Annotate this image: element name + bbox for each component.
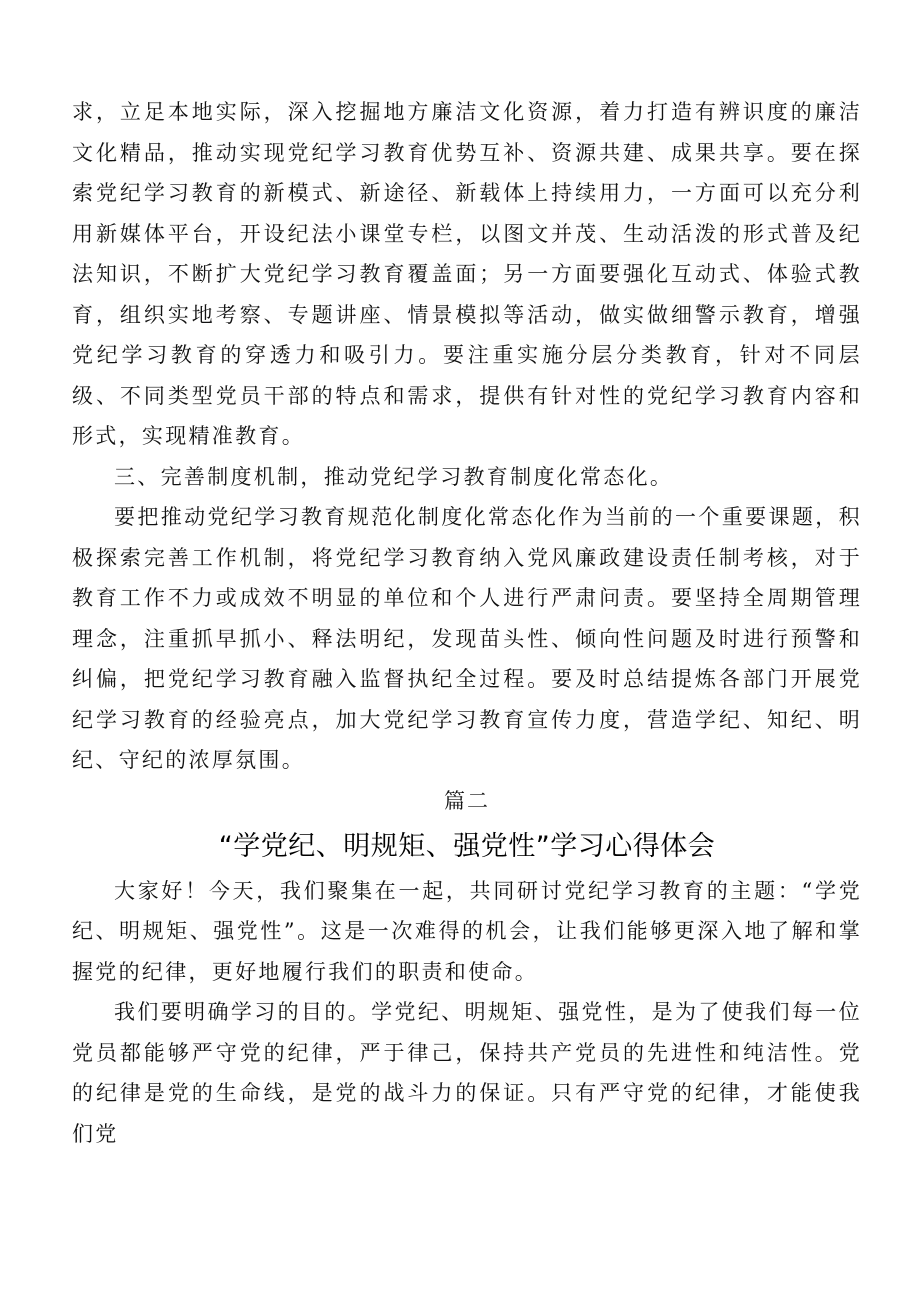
- intro-paragraph: 大家好！今天，我们聚集在一起，共同研讨党纪学习教育的主题：“学党纪、明规矩、强党性”。这是一次难得的机会，让我们能够更深入地了解和掌握党的纪律，更好地履行我们的职责和使命。: [72, 878, 862, 984]
- purpose-paragraph: 我们要明确学习的目的。学党纪、明规矩、强党性，是为了使我们每一位党员都能够严守党的纪律，严于律己，保持共产党员的先进性和纯洁性。党的纪律是党的生命线，是党的战斗力的保证。只有严守党的纪律，才能使我们党: [72, 1000, 862, 1146]
- continued-paragraph: 求，立足本地实际，深入挖掘地方廉洁文化资源，着力打造有辨识度的廉洁文化精品，推动实现党纪学习教育优势互补、资源共建、成果共享。要在探索党纪学习教育的新模式、新途径、新载体上持续用力，一方面可以充分利用新媒体平台，开设纪法小课堂专栏，以图文并茂、生动活泼的形式普及纪法知识，不断扩大党纪学习教育覆盖面；另一方面要强化互动式、体验式教育，组织实地考察、专题讲座、情景模拟等活动，做实做细警示教育，增强党纪学习教育的穿透力和吸引力。要注重实施分层分类教育，针对不同层级、不同类型党员干部的特点和需求，提供有针对性的党纪学习教育内容和形式，实现精准教育。: [72, 100, 862, 448]
- document-body: [72, 92, 862, 1154]
- section-heading: 三、完善制度机制，推动党纪学习教育制度化常态化。: [114, 464, 674, 489]
- section-paragraph: 要把推动党纪学习教育规范化制度化常态化作为当前的一个重要课题，积极探索完善工作机制，将党纪学习教育纳入党风廉政建设责任制考核，对于教育工作不力或成效不明显的单位和个人进行严肃问责。要坚持全周期管理理念，注重抓早抓小、释法明纪，发现苗头性、倾向性问题及时进行预警和纠偏，把党纪学习教育融入监督执纪全过程。要及时总结提炼各部门开展党纪学习教育的经验亮点，加大党纪学习教育宣传力度，营造学纪、知纪、明纪、守纪的浓厚氛围。: [72, 505, 862, 772]
- part-label: 篇二: [444, 788, 490, 813]
- document-title: “学党纪、明规矩、强党性”学习心得体会: [218, 830, 716, 862]
